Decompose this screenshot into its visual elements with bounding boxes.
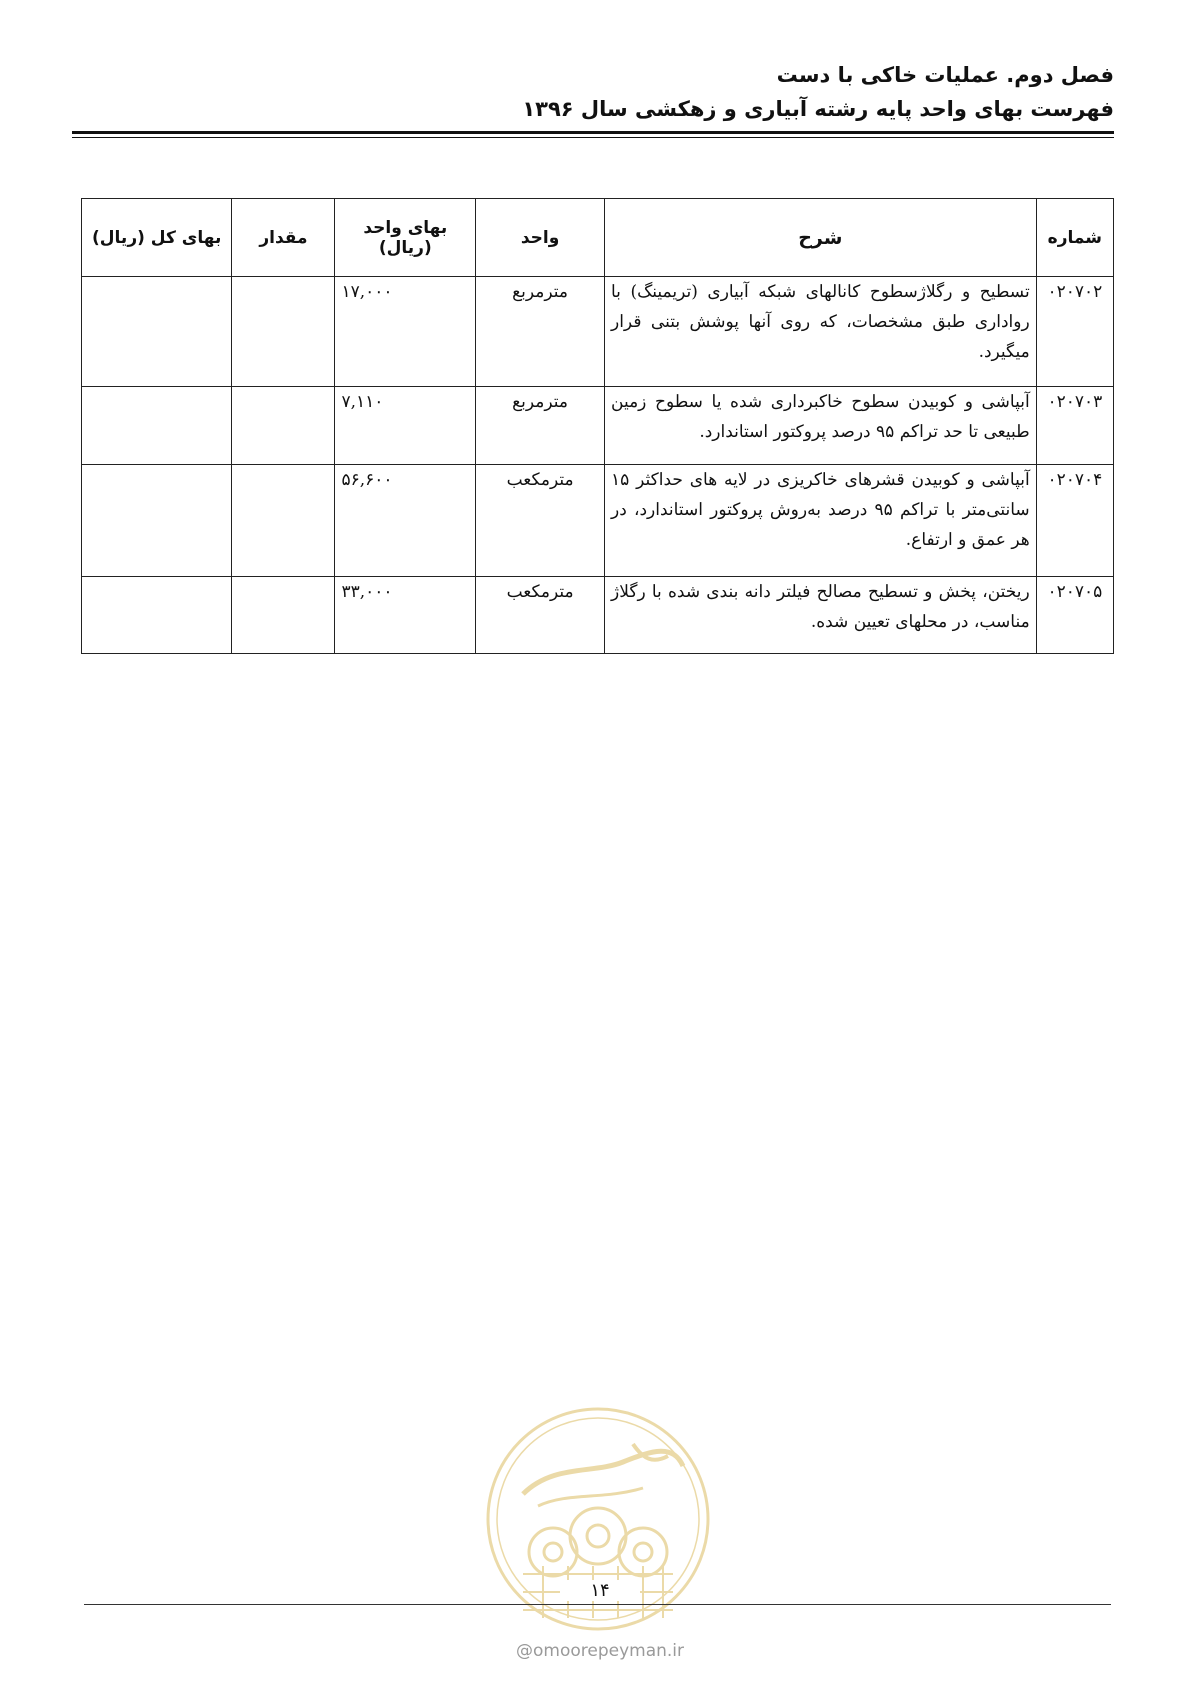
row-code: ۰۲۰۷۰۲ [1036,277,1113,387]
row-code: ۰۲۰۷۰۴ [1036,465,1113,577]
row-unit: مترمکعب [476,465,605,577]
row-total [82,387,232,465]
page-number: ۱۴ [560,1580,640,1601]
page-header [72,58,1114,126]
row-description: آبپاشی و کوبیدن سطوح خاکبرداری شده یا سطوح زمین طبیعی تا حد تراکم ۹۵ درصد پروکتور استاندارد. [605,387,1037,465]
table-row [82,277,1114,387]
row-code: ۰۲۰۷۰۵ [1036,577,1113,654]
col-header-quantity: مقدار [232,199,335,277]
row-unit-price: ۵۶,۶۰۰ [335,465,476,577]
chapter-title: فصل دوم. عملیات خاکی با دست [776,63,1114,87]
row-unit-price: ۱۷,۰۰۰ [335,277,476,387]
row-description: ریختن، پخش و تسطیح مصالح فیلتر دانه بندی شده با رگلاژ مناسب، در محلهای تعیین شده. [605,577,1037,654]
unit-price-label: بهای واحد [363,217,448,238]
col-header-code: شماره [1036,199,1113,277]
row-total [82,277,232,387]
row-quantity [232,577,335,654]
row-quantity [232,387,335,465]
col-header-unit: واحد [476,199,605,277]
header-rule-thick [72,131,1114,134]
table-row [82,577,1114,654]
col-header-description: شرح [605,199,1037,277]
unit-price-currency: (ریال) [378,237,432,258]
row-unit: مترمکعب [476,577,605,654]
footer-rule [84,1604,1111,1605]
header-rule-thin [72,137,1114,138]
col-header-unit-price [335,199,476,277]
table-row [82,465,1114,577]
row-unit: مترمربع [476,387,605,465]
row-code: ۰۲۰۷۰۳ [1036,387,1113,465]
row-quantity [232,465,335,577]
price-table [81,198,1114,654]
row-unit-price: ۷,۱۱۰ [335,387,476,465]
row-total [82,465,232,577]
row-unit-price: ۳۳,۰۰۰ [335,577,476,654]
price-list-title: فهرست بهای واحد پایه رشته آبیاری و زهکشی سال ۱۳۹۶ [522,97,1114,121]
col-header-total: بهای کل (ریال) [82,199,232,277]
table-header-row [82,199,1114,277]
row-quantity [232,277,335,387]
row-unit: مترمربع [476,277,605,387]
row-description: تسطیح و رگلاژسطوح کانالهای شبکه آبیاری (تریمینگ) با رواداری طبق مشخصات، که روی آنها پوشش بتنی قرار میگیرد. [605,277,1037,387]
row-total [82,577,232,654]
row-description: آبپاشی و کوبیدن قشرهای خاکریزی در لایه های حداکثر ۱۵ سانتی‌متر با تراکم ۹۵ درصد به‌روش پروکتور استاندارد، در هر عمق و ارتفاع. [605,465,1037,577]
watermark-site: @omoorepeyman.ir [515,1641,685,1661]
table-row [82,387,1114,465]
